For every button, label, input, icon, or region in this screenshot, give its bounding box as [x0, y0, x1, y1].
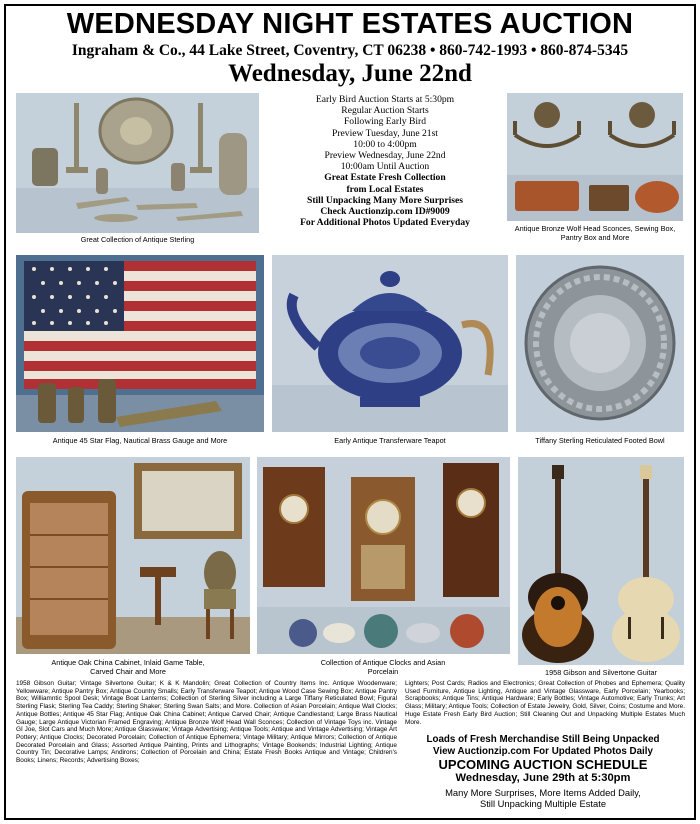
- promo-line-auctionzip: View Auctionzip.com For Updated Photos Daily: [433, 745, 653, 757]
- caption-clocks: Collection of Antique Clocks and Asian Porcelain: [320, 658, 446, 676]
- promo-block: [405, 734, 681, 809]
- caption-bronze-sconces: Antique Bronze Wolf Head Sconces, Sewing Box, Pantry Box and More: [514, 224, 676, 242]
- caption-teapot: Early Antique Transferware Teapot: [334, 436, 446, 445]
- photo-bowl: [516, 255, 684, 432]
- caption-sterling: Great Collection of Antique Sterling: [80, 235, 195, 244]
- photo-cabinet: [16, 457, 250, 654]
- caption-bowl: Tiffany Sterling Reticulated Footed Bowl: [535, 436, 665, 445]
- upcoming-date: Wednesday, June 29th at 5:30pm: [455, 772, 631, 784]
- schedule-line: Early Bird Auction Starts at 5:30pm: [315, 94, 455, 105]
- photo-flag: [16, 255, 264, 432]
- promo-line-surprises: Many More Surprises, More Items Added Daily,: [445, 787, 641, 798]
- schedule-line: 10:00 to 4:00pm: [353, 138, 417, 150]
- schedule-line: Still Unpacking Many More Surprises: [306, 194, 463, 206]
- auction-date: Wednesday, June 22nd: [228, 60, 472, 87]
- schedule-line: Preview Wednesday, June 22nd: [324, 150, 446, 162]
- schedule-line: from Local Estates: [346, 183, 424, 195]
- schedule-line: Preview Tuesday, June 21st: [332, 127, 438, 139]
- photo-guitars: [518, 457, 684, 665]
- schedule-line: Following Early Bird: [343, 116, 427, 128]
- items-list-left: 1958 Gibson Guitar; Vintage Silvertone Guitar; K & K Mandolin; Great Collection of Country Items Inc. Antique Woodenware; Yellowware; Antique Pantry Box; Antique Country Smalls; Early Transferware Teapot; Antique Wood Case Sewing Box; Antique Pantry Box; Williamntic Spool Desk; Vintage Boat Lanterns; Collection of Sterling Silver including a Large Tiffany Reticulated Bowl; Figural Sterling Flask; Sterling Tea Caddy; Sterling Shaker; Sterling Swan Salts; and More. Collection of Asian Porcelain; Antique Wall Clocks; Antique Bottles; Antique 45 Star Flag; Antique Oak China Cabinet; Antique Carved Chair; Antique Candlestand; Large Brass Nautical Gauge; Large Antique Victorian Framed Engraving; Antique Bronze Wolf Head Wall Sconces; Collection of Vintage Toys inc. Vintage GI Joe, Slot Cars and Much More; Antique Glassware; Vintage Advertising; Antique Tools; Antique and Vintage Advertising; Vintage Art Pottery; Antique Clocks; Decorated Porcelain; Collection of Antique Ephemera; Vintage Military; Antique Mirrors; Collection of Antique Decorated Porcelain and Glass; Assorted Antique Painting, Prints and Lithographs; Vintage Bookends; Industrial Lighting; Antique Country Tin; Decorative Lamps; Andirons; Collection of Porcelain and China; Estate Fresh Books Antique and Vintage; Children's Books; Linens; Records; Advertising Boxes;: [16, 680, 397, 765]
- upcoming-schedule-heading: UPCOMING AUCTION SCHEDULE: [438, 757, 648, 772]
- schedule-line: For Additional Photos Updated Everyday: [300, 217, 470, 229]
- schedule-line: Great Estate Fresh Collection: [324, 172, 446, 184]
- items-list-right: Lighters; Post Cards; Radios and Electronics; Great Collection of Phobes and Ephemera; Quality Used Furniture, Antique Lighting, Antique and Vintage Glassware, Early Porcelain; Yearbooks; Scrapbooks; Antique Tins; Antique Hardware; Early Bottles; Vintage Automotive; Early Trunks; Art Glass; Military; Antique Tools; Collection of Estate Jewelry, Gold, Silver, Coins; Costume and More. Huge Estate Fresh Early Bird Auction; Still Cleaning Out and Unpacking Multiple Estates Much More.: [405, 680, 685, 726]
- photo-sterling: [16, 93, 259, 233]
- promo-line-estate: Still Unpacking Multiple Estate: [479, 797, 607, 809]
- photo-clocks: [257, 457, 510, 654]
- schedule-block: [265, 94, 505, 228]
- caption-cabinet: Antique Oak China Cabinet, Inlaid Game Table, Carved Chair and More: [51, 658, 205, 676]
- promo-line-unpacked: Loads of Fresh Merchandise Still Being Unpacked: [426, 734, 660, 745]
- schedule-line: Check Auctionzip.com ID#9009: [320, 206, 450, 218]
- caption-flag: Antique 45 Star Flag, Nautical Brass Gauge and More: [52, 436, 228, 445]
- auction-address: Ingraham & Co., 44 Lake Street, Coventry, CT 06238 • 860-742-1993 • 860-874-5345: [71, 42, 629, 59]
- schedule-line: 10:00am Until Auction: [340, 161, 430, 173]
- photo-bronze-sconces: [507, 93, 683, 221]
- auction-title: WEDNESDAY NIGHT ESTATES AUCTION: [66, 8, 634, 40]
- photo-teapot: [272, 255, 508, 432]
- caption-guitars: 1958 Gibson and Silvertone Guitar: [545, 668, 657, 677]
- schedule-line: Regular Auction Starts: [341, 105, 429, 117]
